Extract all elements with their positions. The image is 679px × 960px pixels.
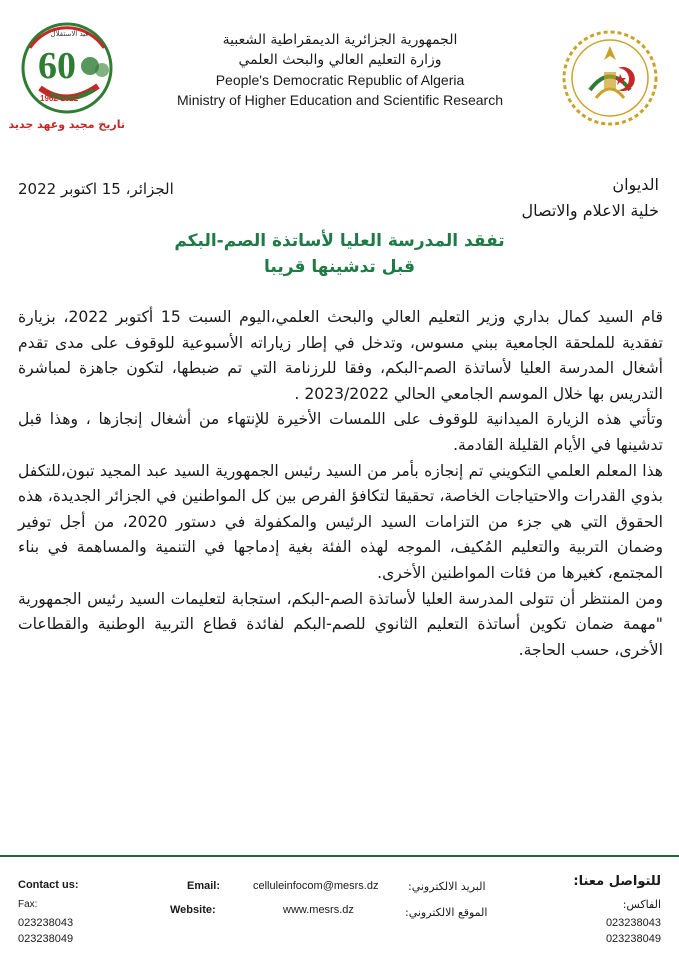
independence-anniversary-logo bbox=[10, 18, 125, 136]
office-block bbox=[522, 172, 659, 224]
header-republic-ar: الجمهورية الجزائرية الديمقراطية الشعبية bbox=[222, 32, 458, 48]
footer-website-label: Website: bbox=[170, 904, 216, 916]
logo-top-text: عيد الاستقلال bbox=[50, 30, 90, 38]
body-paragraph-2: وتأتي هذه الزيارة الميدانية للوقوف على اللمسات الأخيرة للإنتهاء من أشغال إنجازها ، وهذا قبل تدشينها في الأيام القليلة القادمة. bbox=[18, 410, 663, 454]
footer-phone-2-left: 023238049 bbox=[18, 933, 74, 945]
footer-divider bbox=[0, 855, 679, 857]
header-ministry-ar: وزارة التعليم العالي والبحث العلمي bbox=[238, 52, 442, 68]
footer-contact-ar: للتواصل معنا: bbox=[573, 874, 661, 889]
header-ministry-en: Ministry of Higher Education and Scientific Research bbox=[176, 92, 504, 108]
footer-contact-en: Contact us: bbox=[18, 879, 79, 891]
national-emblem-logo bbox=[560, 28, 660, 128]
body-paragraph-1: قام السيد كمال بداري وزير التعليم العالي والبحث العلمي،اليوم السبت 15 أكتوبر 2022، بزيارة تفقدية للملحقة الجامعية ببني مسوس، وتدخل في إطار زياراته الأسبوعية للوقوف على مدى تقدم أشغال المدرسة العليا لأساتذة الصم-البكم، وفقا للرزنامة التي تم ضبطها، لتكون جاهزة لمباشرة التدريس بها خلال الموسم الجامعي الحالي 2023/2022 . bbox=[18, 308, 663, 403]
footer-phone-1-right: 023238043 bbox=[605, 917, 661, 929]
header-republic-en: People's Democratic Republic of Algeria bbox=[215, 72, 465, 88]
logo-number: 60 bbox=[38, 45, 76, 87]
body-paragraph-3: هذا المعلم العلمي التكويني تم إنجازه بأمر من السيد رئيس الجمهورية السيد عبد المجيد تبون،للتكفل بذوي القدرات والاحتياجات الخاصة، تحقيقا لتكافؤ الفرص بين كل المواطنين في الجزائر الجديدة، هذه الحقوق التي هي جزء من التزامات السيد الرئيس والمكفولة في دستور 2020، من أجل توفير وضمان التربية والتعليم المُكيف، الموجه لهذه الفئة بغية إدماجها في التنمية والمساهمة في بناء المجتمع، كغيرها من فئات المواطنين الأخرى. bbox=[18, 461, 663, 582]
footer-phone-2-right: 023238049 bbox=[605, 933, 661, 945]
footer-website-label-ar: الموقع الالكتروني: bbox=[405, 906, 488, 919]
document-body bbox=[18, 305, 663, 663]
header-block bbox=[150, 30, 530, 110]
footer-email-label-ar: البريد الالكتروني: bbox=[408, 880, 486, 893]
footer-email-address[interactable]: celluleinfocom@mesrs.dz bbox=[253, 880, 379, 892]
footer-fax-en: Fax: bbox=[18, 899, 38, 910]
footer-email-label: Email: bbox=[187, 880, 221, 892]
document-title bbox=[0, 228, 679, 280]
body-paragraph-4: ومن المنتظر أن تتولى المدرسة العليا لأساتذة الصم-البكم، استجابة لتعليمات السيد رئيس الجمهورية "مهمة ضمان تكوين أساتذة التعليم الثانوي للصم-البكم لفائدة قطاع التربية الوطنية والقطاعات الأخرى، حسب الحاجة. bbox=[18, 589, 663, 659]
footer-fax-ar: الفاكس: bbox=[622, 898, 661, 911]
media-cell-name: خلية الاعلام والاتصال bbox=[521, 201, 659, 220]
office-name: الديوان bbox=[612, 175, 659, 194]
logo-years: 1962-2022 bbox=[40, 94, 79, 103]
footer-website-url[interactable]: www.mesrs.dz bbox=[283, 904, 354, 916]
footer-phone-1-left: 023238043 bbox=[18, 917, 74, 929]
title-line-1: تفقد المدرسة العليا لأساتذة الصم-البكم bbox=[174, 231, 505, 251]
logo-slogan: تاريخ مجيد وعهد جديد bbox=[8, 118, 125, 131]
document-date: الجزائر، 15 اكتوبر 2022 bbox=[18, 180, 174, 198]
title-line-2: قبل تدشينها قريبا bbox=[264, 257, 415, 277]
